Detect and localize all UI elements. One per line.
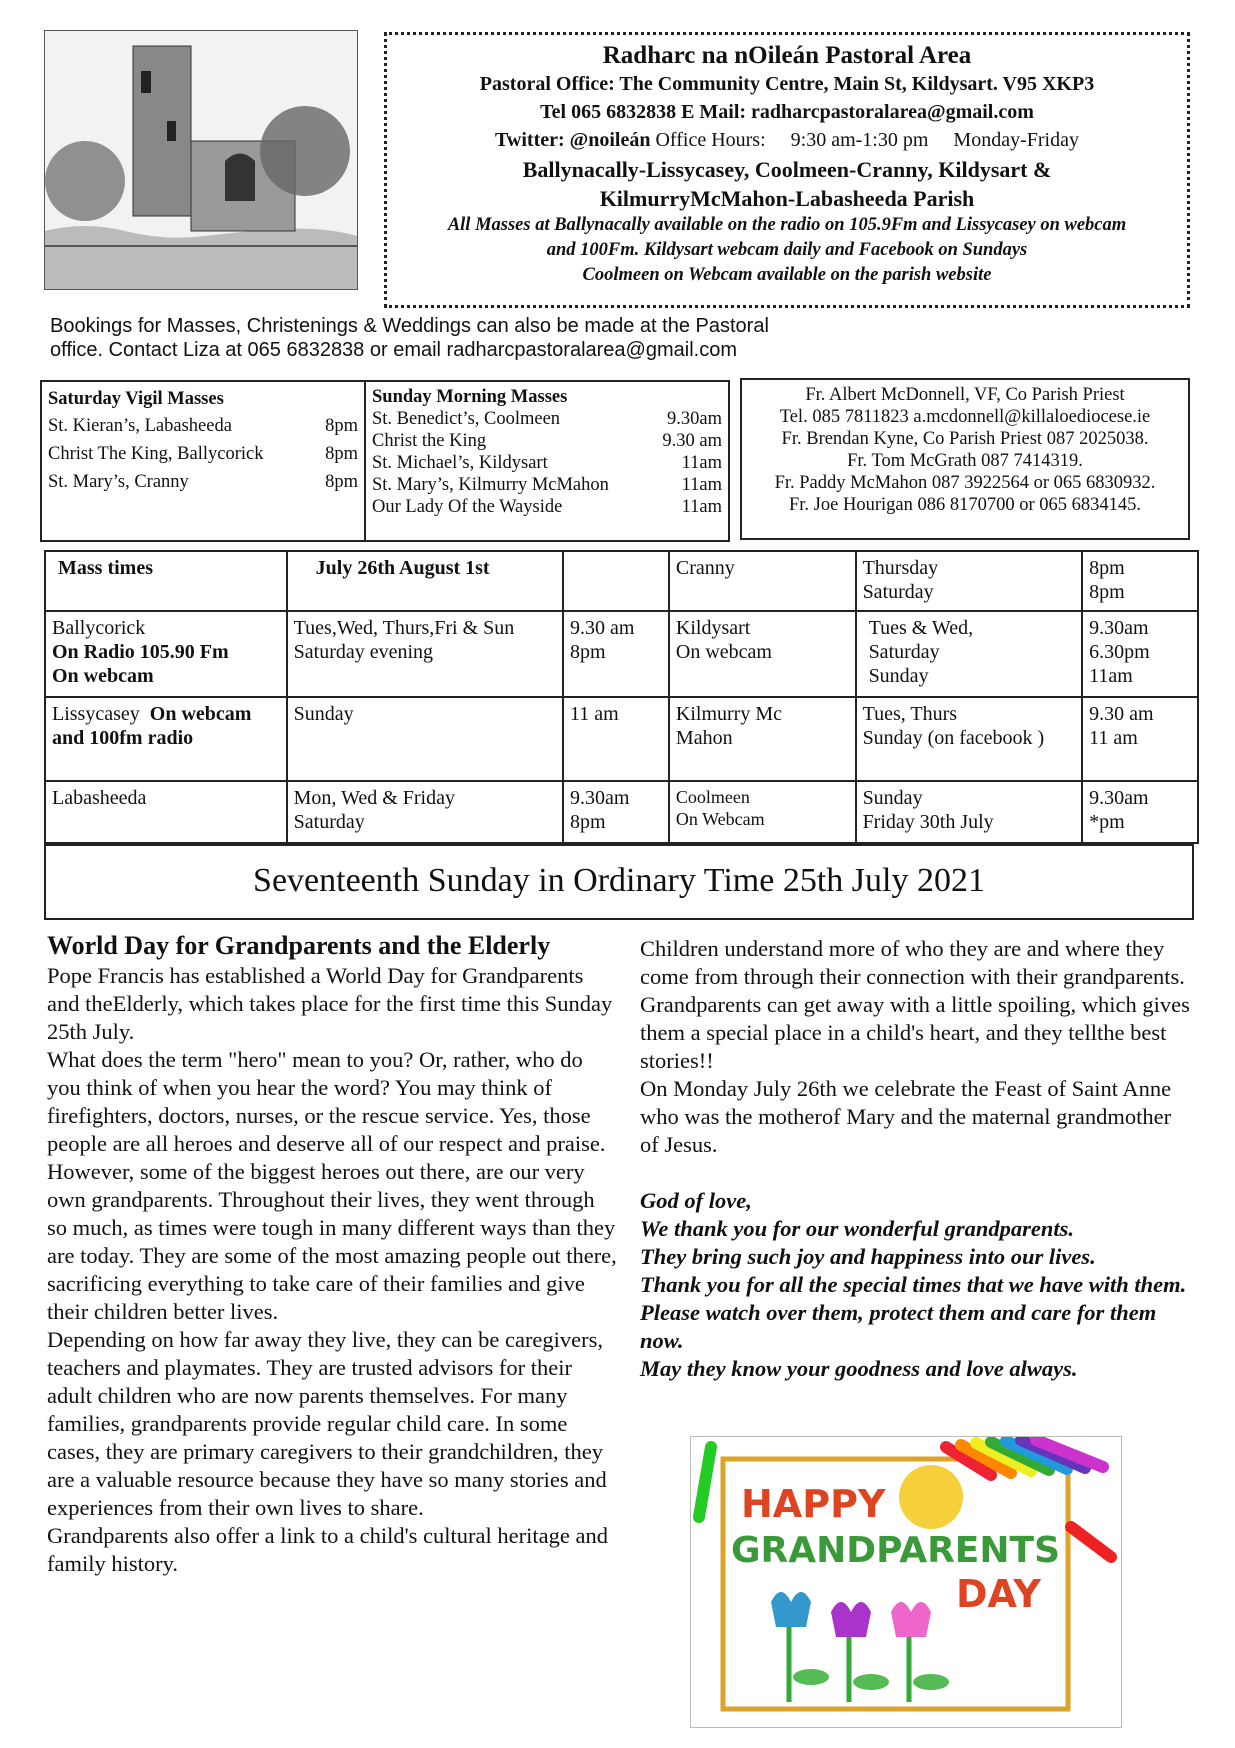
church-ruin-image	[44, 30, 358, 290]
article-paragraph: On Monday July 26th we celebrate the Feast of Saint Anne who was the motherof Mary and the maternal grandmother of Jesus.	[640, 1076, 1172, 1157]
pastoral-area-title: Radharc na nOileán Pastoral Area	[602, 42, 972, 69]
sunday-title: Seventeenth Sunday in Ordinary Time 25th July 2021	[44, 844, 1194, 920]
happy-grandparents-day-image	[690, 1436, 1122, 1728]
prayer-line: God of love,	[640, 1188, 752, 1213]
priest-line: Fr. Brendan Kyne, Co Parish Priest 087 2025038.	[781, 429, 1149, 449]
sunday-item: Christ the King 9.30 am	[372, 431, 722, 451]
article-paragraph: What does the term "hero" mean to you? Or, rather, who do you think of when you hear the word? You may think of firefighters, doctors, nurses, or the rescue service. Yes, those people are all heroes and deserve all of our respect and praise.	[47, 1047, 606, 1156]
bookings-line-1: Bookings for Masses, Christenings & Weddings can also be made at the Pastoral	[50, 315, 769, 337]
article-paragraph: However, some of the biggest heroes out there, are our very own grandparents. Throughout their lives, they went through so much, as times were tough in many different ways than they are today. They are some of the most amazing people out there, sacrificing everything to take care of their families and give their children better lives.	[47, 1159, 617, 1324]
sunday-item: St. Benedict’s, Coolmeen 9.30am	[372, 409, 722, 429]
table-row: Labasheeda Mon, Wed & Friday Saturday 9.30am 8pm Coolmeen On Webcam Sunday Friday 30th July 9.30am *pm	[45, 781, 1198, 843]
prayer-line: They bring such joy and happiness into our lives.	[640, 1244, 1096, 1269]
prayer-line: We thank you for our wonderful grandparents.	[640, 1216, 1075, 1241]
table-row: Lissycasey On webcam and 100fm radio Sunday 11 am Kilmurry Mc Mahon Tues, Thurs Sunday (on facebook ) 9.30 am 11 am	[45, 697, 1198, 781]
parish-names-1: Ballynacally-Lissycasey, Coolmeen-Cranny, Kildysart &	[522, 157, 1052, 182]
table-row: Ballycorick On Radio 105.90 Fm On webcam Tues,Wed, Thurs,Fri & Sun Saturday evening 9.30 am 8pm Kildysart On webcam Tues & Wed, Saturday Sunday 9.30am 6.30pm 11am	[45, 611, 1198, 697]
vigil-item: St. Kieran’s, Labasheeda 8pm	[48, 416, 358, 436]
article-paragraph: Pope Francis has established a World Day for Grandparents and theElderly, which takes place for the first time this Sunday 25th July.	[47, 963, 613, 1044]
pastoral-office-address: Pastoral Office: The Community Centre, Main St, Kildysart. V95 XKP3	[479, 73, 1095, 95]
image-text-grandparents: GRANDPARENTS	[731, 1530, 1061, 1571]
office-hours-label: Office Hours:	[655, 129, 766, 151]
mass-times-table	[44, 550, 1199, 844]
article-continued	[640, 935, 1190, 1383]
parish-names-2: KilmurryMcMahon-Labasheeda Parish	[599, 186, 975, 211]
bookings-notice	[50, 314, 810, 362]
sunday-heading: Sunday Morning Masses	[372, 387, 568, 407]
bookings-line-2: office. Contact Liza at 065 6832838 or email radharcpastoralarea@gmail.com	[50, 339, 737, 361]
vigil-item: St. Mary’s, Cranny 8pm	[48, 472, 358, 492]
office-hours-time: 9:30 am-1:30 pm	[790, 129, 929, 151]
prayer-line: May they know your goodness and love always.	[640, 1356, 1078, 1381]
priest-line: Tel. 085 7811823 a.mcdonnell@killaloediocese.ie	[779, 407, 1151, 427]
vigil-heading: Saturday Vigil Masses	[48, 389, 224, 409]
office-hours-days: Monday-Friday	[953, 129, 1079, 151]
sunday-item: Our Lady Of the Wayside 11am	[372, 497, 722, 517]
parish-header-box	[384, 32, 1190, 308]
priest-line: Fr. Albert McDonnell, VF, Co Parish Priest	[805, 385, 1125, 405]
article-paragraph: Children understand more of who they are and where they come from through their connection with their grandparents. Grandparents can get away with a little spoiling, which gives them a special place in a child's heart, and they tellthe best stories!!	[640, 936, 1190, 1073]
twitter-hours-line	[387, 126, 1187, 155]
twitter-handle: Twitter: @noileán	[495, 129, 651, 151]
radio-info-3: Coolmeen on Webcam available on the parish website	[582, 265, 992, 285]
vigil-item: Christ The King, Ballycorick 8pm	[48, 444, 358, 464]
radio-info-1: All Masses at Ballynacally available on the radio on 105.9Fm and Lissycasey on webcam	[447, 215, 1127, 235]
vigil-masses-box	[40, 380, 366, 542]
prayer-block	[640, 1187, 1190, 1383]
prayer-line: Please watch over them, protect them and care for them now.	[640, 1300, 1157, 1353]
sunday-item: St. Michael’s, Kildysart 11am	[372, 453, 722, 473]
image-text-day: DAY	[956, 1572, 1041, 1616]
prayer-line: Thank you for all the special times that we have with them.	[640, 1272, 1187, 1297]
priest-line: Fr. Paddy McMahon 087 3922564 or 065 6830932.	[774, 473, 1156, 493]
priest-line: Fr. Tom McGrath 087 7414319.	[847, 451, 1083, 471]
article-paragraph: Depending on how far away they live, they can be caregivers, teachers and playmates. They are trusted advisors for their adult children who are now parents themselves. For many families, grandparents provide regular child care. In some cases, they are primary caregivers to their grandchildren, they are a valuable resource because they have so many stories and experiences from their own lives to share.	[47, 1327, 607, 1520]
image-text-happy: HAPPY	[741, 1482, 886, 1526]
grandparents-article	[47, 930, 617, 1578]
table-header-row: Mass times July 26th August 1st Cranny Thursday Saturday 8pm 8pm	[45, 551, 1198, 611]
sunday-item: St. Mary’s, Kilmurry McMahon 11am	[372, 475, 722, 495]
radio-info-2: and 100Fm. Kildysart webcam daily and Facebook on Sundays	[546, 240, 1028, 260]
priests-contact-box	[740, 378, 1190, 540]
priest-line: Fr. Joe Hourigan 086 8170700 or 065 6834145.	[789, 495, 1141, 515]
article-heading: World Day for Grandparents and the Elderly	[47, 931, 551, 960]
sunday-masses-box	[364, 380, 730, 542]
contact-line: Tel 065 6832838 E Mail: radharcpastoralarea@gmail.com	[540, 101, 1034, 123]
article-paragraph: Grandparents also offer a link to a child's cultural heritage and family history.	[47, 1523, 608, 1576]
